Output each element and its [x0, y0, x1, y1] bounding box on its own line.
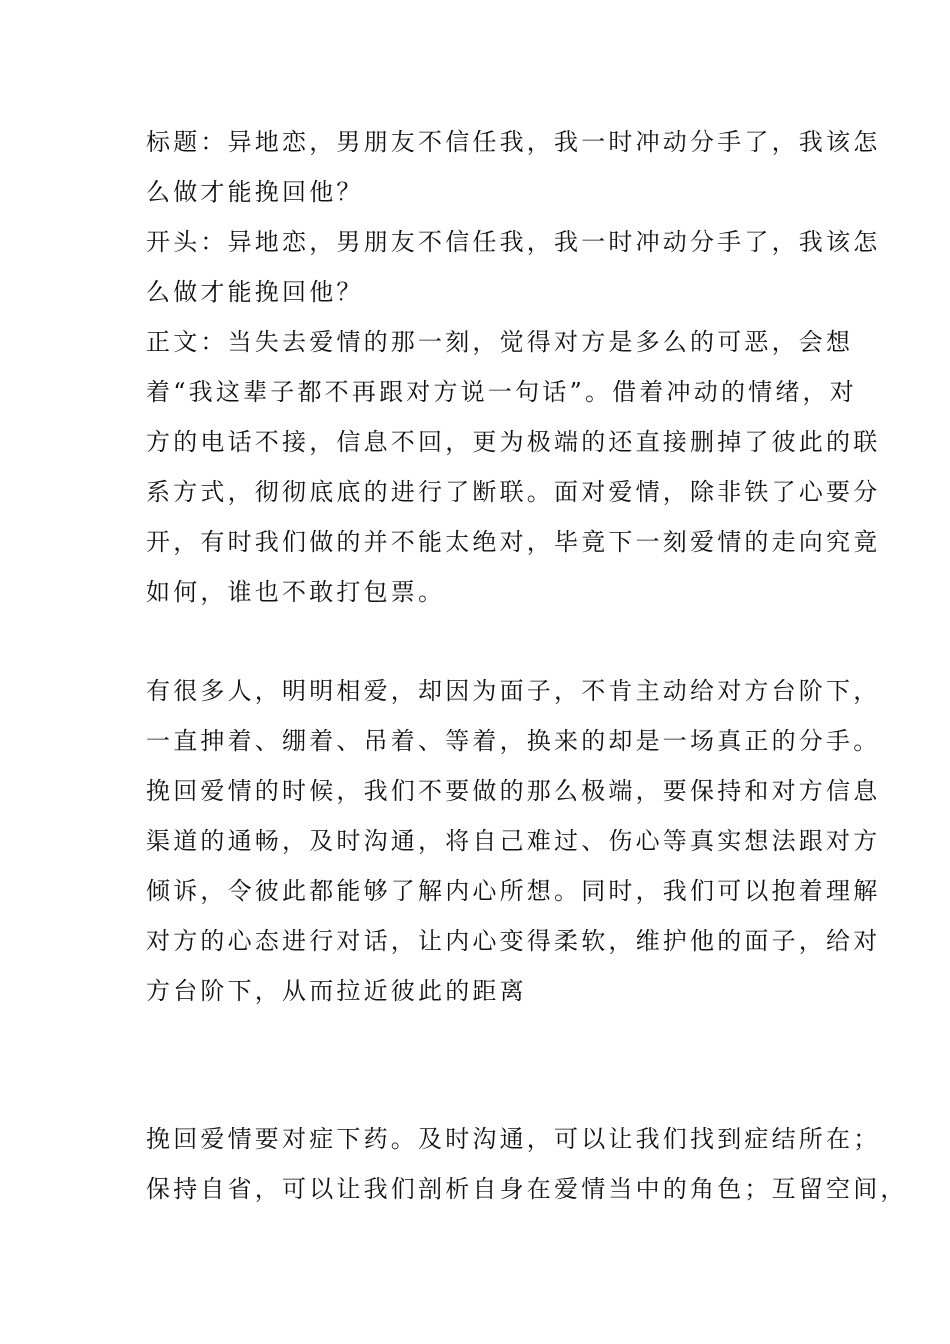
title-line-1: 标题：异地恋，男朋友不信任我，我一时冲动分手了，我该怎 — [146, 128, 881, 156]
paragraph1-line-3: 方的电话不接，信息不回，更为极端的还直接删掉了彼此的联 — [146, 428, 881, 456]
paragraph2-line-5: 倾诉，令彼此都能够了解内心所想。同时，我们可以抱着理解 — [146, 877, 881, 905]
paragraph1-line-1: 正文：当失去爱情的那一刻，觉得对方是多么的可恶，会想 — [146, 328, 854, 356]
paragraph2-line-2: 一直抻着、绷着、吊着、等着，换来的却是一场真正的分手。 — [146, 727, 881, 755]
paragraph1-line-2: 着“我这辈子都不再跟对方说一句话”。借着冲动的情绪，对 — [146, 378, 857, 406]
paragraph3-line-1: 挽回爱情要对症下药。及时沟通，可以让我们找到症结所在； — [146, 1125, 881, 1153]
paragraph3-line-2: 保持自省，可以让我们剖析自身在爱情当中的角色；互留空间， — [146, 1175, 908, 1203]
paragraph1-line-5: 开，有时我们做的并不能太绝对，毕竟下一刻爱情的走向究竟 — [146, 528, 881, 556]
paragraph2-line-3: 挽回爱情的时候，我们不要做的那么极端，要保持和对方信息 — [146, 777, 881, 805]
paragraph2-line-6: 对方的心态进行对话，让内心变得柔软，维护他的面子，给对 — [146, 927, 881, 955]
paragraph2-line-4: 渠道的通畅，及时沟通，将自己难过、伤心等真实想法跟对方 — [146, 827, 881, 855]
title-line-2: 么做才能挽回他？ — [146, 178, 364, 206]
paragraph1-line-6: 如何，谁也不敢打包票。 — [146, 578, 446, 606]
opening-line-1: 开头：异地恋，男朋友不信任我，我一时冲动分手了，我该怎 — [146, 228, 881, 256]
paragraph2-line-7: 方台阶下，从而拉近彼此的距离 — [146, 977, 527, 1005]
paragraph2-line-1: 有很多人，明明相爱，却因为面子，不肯主动给对方台阶下， — [146, 677, 881, 705]
paragraph1-line-4: 系方式，彻彻底底的进行了断联。面对爱情，除非铁了心要分 — [146, 478, 881, 506]
opening-line-2: 么做才能挽回他？ — [146, 278, 364, 306]
